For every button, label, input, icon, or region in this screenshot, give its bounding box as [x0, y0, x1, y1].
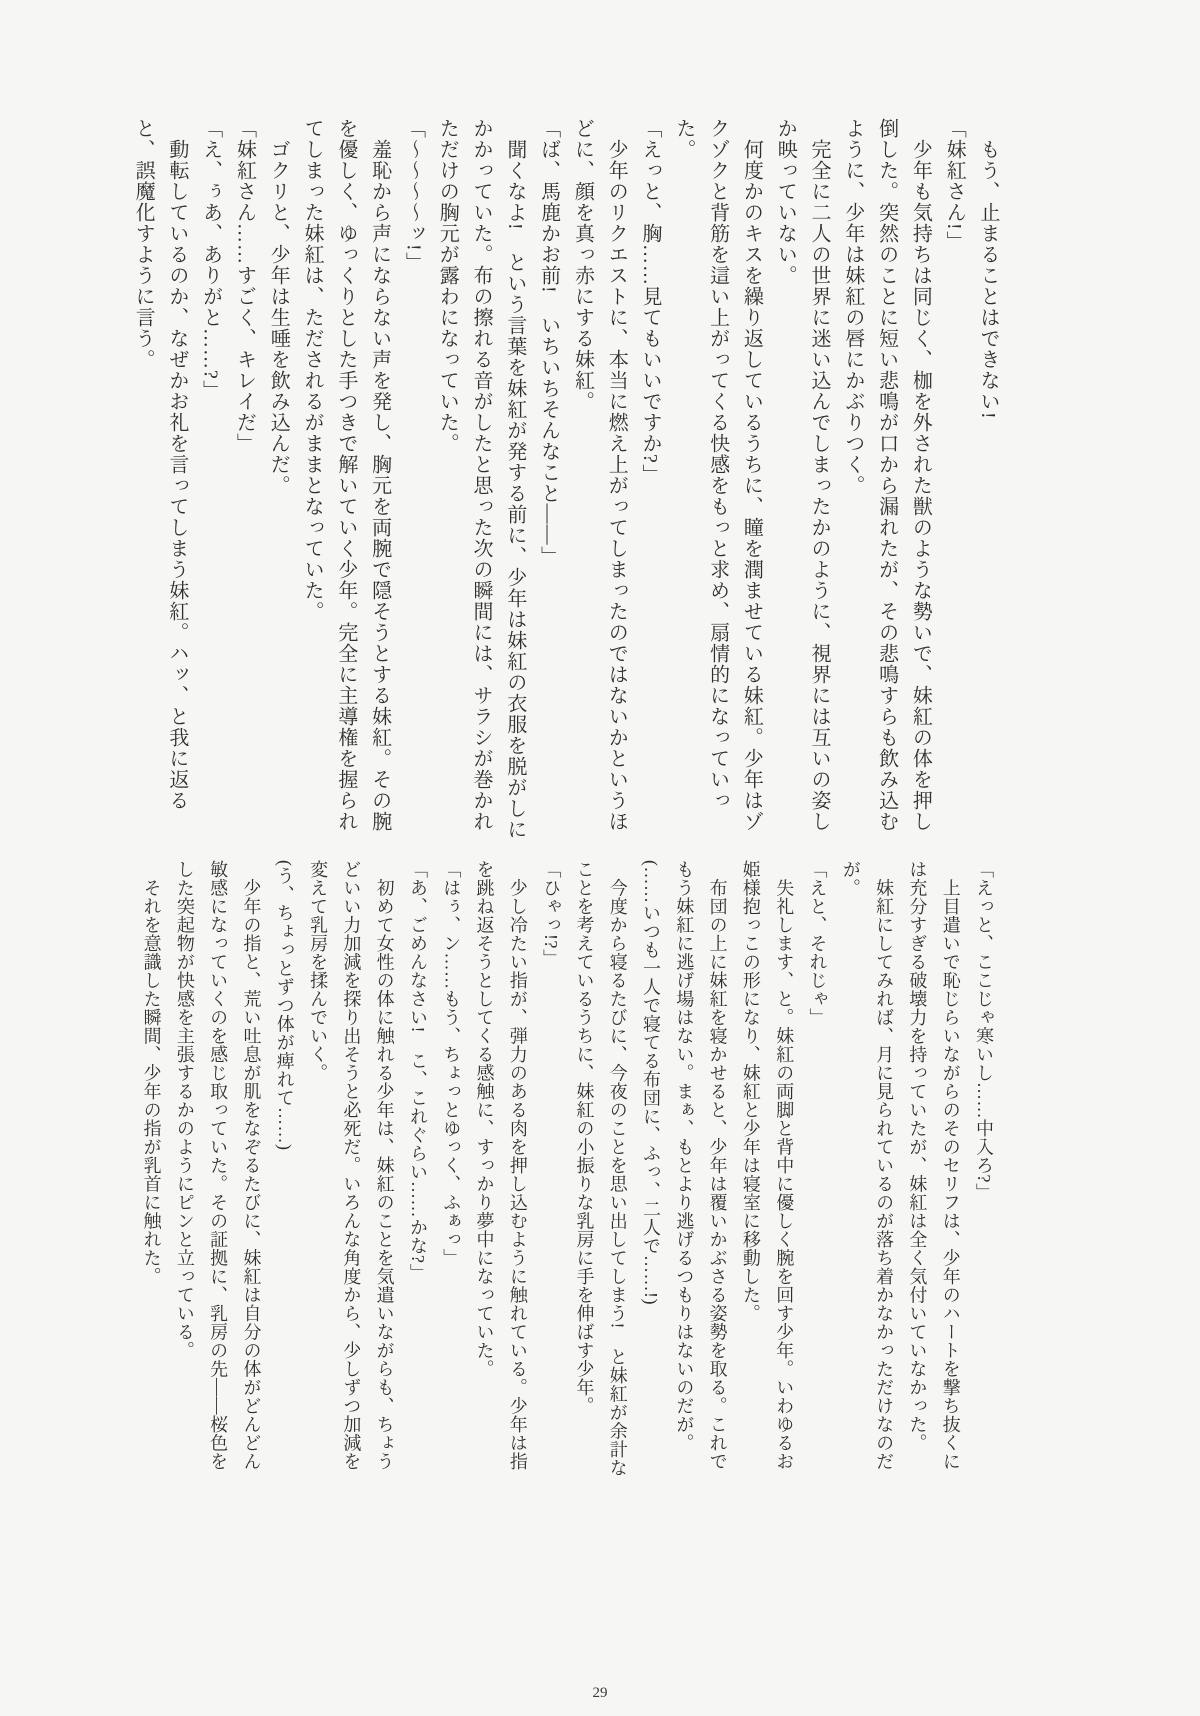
paragraph: 少し冷たい指が、弾力のある肉を押し込むように触れている。少年は指を跳ね返そうとしてくる感触に、すっかり夢中になっていた。 — [474, 860, 528, 1471]
paragraph: 完全に二人の世界に迷い込んでしまったかのように、視界には互いの姿しか映っていない。 — [774, 118, 831, 832]
paragraph: 「ば、馬鹿かお前! いちいちそんなこと――」 — [537, 118, 560, 567]
paragraph: 失礼します、と。妹紅の両脚と背中に優しく腕を回す少年。いわゆるお姫様抱っこの形になり、妹紅と少年は寝室に移動した。 — [740, 860, 795, 1471]
paragraph: 「あ、ごめんなさい! こ、これぐらい……かな?」 — [407, 860, 428, 1282]
paragraph: (う、ちょっとずつ体が痺れて……) — [274, 860, 295, 1151]
paragraph: 「妹紅さん!」 — [943, 118, 966, 252]
paragraph: 動転しているのか、なぜかお礼を言ってしまう妹紅。ハッ、と我に返ると、誤魔化すように言う。 — [132, 118, 188, 811]
paragraph: 今度から寝るたびに、今夜のことを思い出してしまう! と妹紅が余計なことを考えているうちに、妹紅の小振りな乳房に手を伸ばす少年。 — [574, 860, 628, 1477]
paragraph: それを意識した瞬間、少年の指が乳首に触れた。 — [141, 860, 162, 1286]
paragraph: ゴクリと、少年は生唾を飲み込んだ。 — [267, 118, 290, 496]
paragraph: 聞くなよ! という言葉を妹紅が発する前に、少年は妹紅の衣服を脱がしにかかっていた。布の擦れる音がしたと思った次の瞬間には、サラシが巻かれただけの胸元が露わになっていた。 — [436, 118, 526, 840]
paragraph: 「〜〜〜〜ッ!」 — [402, 118, 425, 273]
paragraph: 羞恥から声にならない声を発し、胸元を両腕で隠そうとする妹紅。その腕を優しく、ゆっくりとした手つきで解いていく少年。完全に主導権を握られてしまった妹紅は、ただされるがままとなっていた。 — [301, 118, 391, 832]
paragraph: 妹紅にしてみれば、月に見られているのが落ち着かなかっただけなのだが。 — [840, 860, 895, 1471]
paragraph: 少年のリクエストに、本当に燃え上がってしまったのではないかというほどに、顔を真っ赤にする妹紅。 — [571, 118, 628, 832]
paragraph: 初めて女性の体に触れる少年は、妹紅のことを気遣いながらも、ちょうどいい力加減を探り出そうと必死だ。いろんな角度から、少しずつ加減を変えて乳房を揉んでいく。 — [308, 860, 395, 1471]
upper-text-block — [125, 118, 1004, 852]
paragraph: 「ひゃっ!?」 — [541, 860, 562, 968]
paragraph: 布団の上に妹紅を寝かせると、少年は覆いかぶさる姿勢を取る。これでもう妹紅に逃げ場はない。まぁ、もとより逃げるつもりはないのだが。 — [674, 860, 728, 1471]
paragraph: もう、止まることはできない! — [977, 118, 999, 420]
paragraph: 「妹紅さん……すごく、キレイだ」 — [233, 118, 256, 454]
paragraph: 「えっと、胸……見てもいいですか?」 — [639, 118, 662, 485]
paragraph: 「はぅ、ン……もう、ちょっとゆっく、ふぁっ」 — [441, 860, 462, 1267]
paragraph: 「えと、それじゃ」 — [807, 860, 828, 1027]
paragraph: 上目遣いで恥じらいながらのそのセリフは、少年のハートを撃ち抜くには充分すぎる破壊力を持っていたが、妹紅は全く気付いていなかった。 — [907, 860, 961, 1471]
paragraph: 「え、ぅあ、ありがと……?」 — [199, 118, 222, 401]
paragraph: (……いつも一人で寝てる布団に、ふっ、二人で……!) — [641, 860, 662, 1305]
paragraph: 「えっと、ここじゃ寒いし……中入ろ?」 — [974, 860, 994, 1202]
paragraph: 少年の指と、荒い吐息が肌をなぞるたびに、妹紅は自分の体がどんどん敏感になっていくのを感じ取っていた。その証拠に、乳房の先――桜色をした突起物が快感を主張するかのようにピンと立っている。 — [174, 860, 262, 1471]
page-number: 29 — [592, 1685, 608, 1701]
lower-text-block — [134, 860, 1000, 1480]
paragraph: 何度かのキスを繰り返しているうちに、瞳を潤ませている妹紅。少年はゾクゾクと背筋を這い上がってくる快感をもっと求め、扇情的になっていった。 — [672, 118, 763, 832]
paragraph: 少年も気持ちは同じく、枷を外された獣のような勢いで、妹紅の体を押し倒した。突然のことに短い悲鳴が口から漏れたが、その悲鳴すらも飲み込むように、少年は妹紅の唇にかぶりつく。 — [841, 118, 932, 832]
